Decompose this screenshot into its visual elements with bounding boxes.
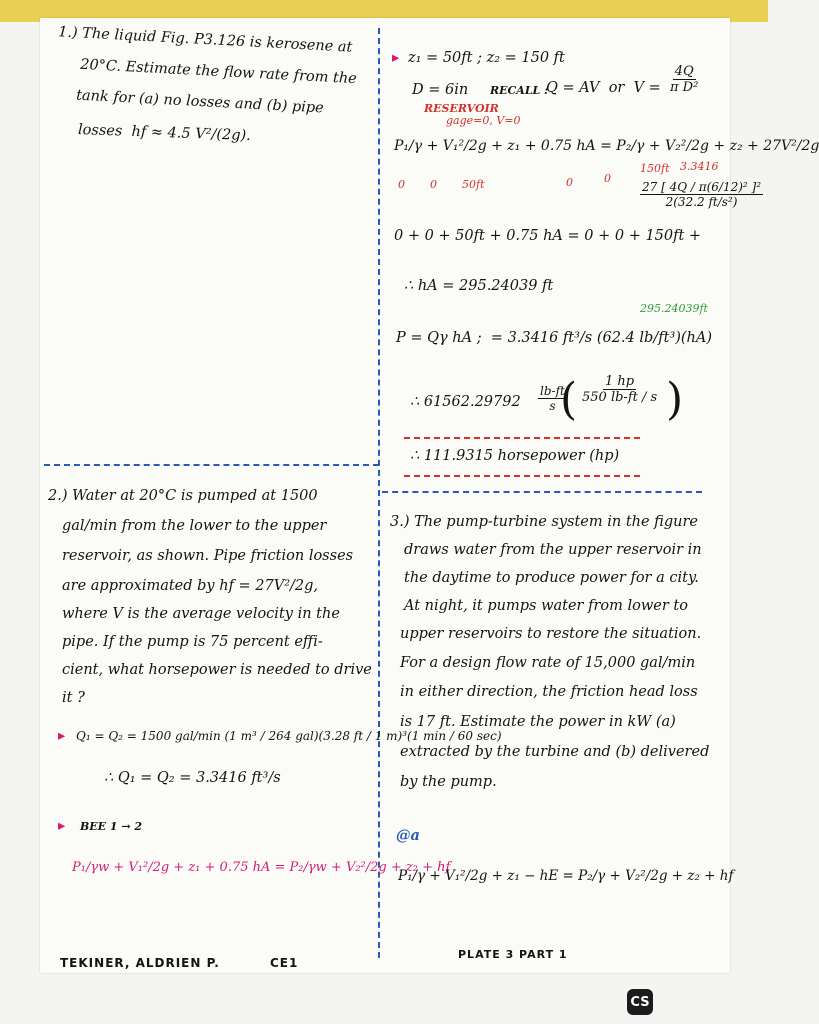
z1-label: 50ft xyxy=(462,178,485,191)
problem2-line: where V is the average velocity in the xyxy=(62,606,340,622)
student-name: TEKINER, ALDRIEN P. xyxy=(60,956,220,970)
recall-equation: Q = AV or V = xyxy=(546,80,661,96)
problem3-line: draws water from the upper reservoir in xyxy=(404,542,702,558)
problem2-bernoulli: P₁/γw + V₁²/2g + z₁ + 0.75 hA = P₂/γw + V₂²/2g + z₂ + hf xyxy=(72,860,451,875)
problem3-line: extracted by the turbine and (b) delivered xyxy=(400,744,710,760)
gage-note: gage=0, V=0 xyxy=(446,114,521,127)
bernoulli-equation: P₁/γ + V₁²/2g + z₁ + 0.75 hA = P₂/γ + V₂²/2g + z₂ + 27V²/2g xyxy=(394,138,819,154)
power-unit-den: s xyxy=(549,399,556,413)
ha-result: ∴ hA = 295.24039 ft xyxy=(404,278,554,294)
bullet-icon: ▸ xyxy=(58,728,66,744)
problem2-line: reservoir, as shown. Pipe friction losses xyxy=(62,548,354,564)
recall-label: RECALL : xyxy=(490,84,549,97)
flow-result: ∴ Q₁ = Q₂ = 3.3416 ft³/s xyxy=(104,770,281,786)
hp-conversion-num: 1 hp xyxy=(605,374,635,389)
given-heights: z₁ = 50ft ; z₂ = 150 ft xyxy=(408,50,565,66)
problem3-line: by the pump. xyxy=(400,774,497,790)
problem3-line: in either direction, the friction head loss xyxy=(400,684,698,700)
horizontal-divider-right xyxy=(382,491,702,493)
loss-fraction-num: 27 [ 4Q / π(6/12)² ]² xyxy=(642,180,762,194)
power-unit-num: lb-ft xyxy=(540,384,565,398)
hp-conversion xyxy=(582,374,657,405)
recall-fraction-num: 4Q xyxy=(674,64,694,79)
loss-fraction-den: 2(32.2 ft/s²) xyxy=(665,195,738,209)
horizontal-divider-left xyxy=(44,464,379,466)
problem3-line: 3.) The pump-turbine system in the figure xyxy=(390,514,698,530)
zero-label: 0 xyxy=(566,176,573,189)
problem3-line: is 17 ft. Estimate the power in kW (a) xyxy=(400,714,676,730)
paren-right: ) xyxy=(666,374,684,425)
substitution-line: 0 + 0 + 50ft + 0.75 hA = 0 + 0 + 150ft + xyxy=(394,228,702,244)
problem3-line: the daytime to produce power for a city. xyxy=(404,570,699,586)
problem1-line: 20°C. Estimate the flow rate from the xyxy=(79,56,358,88)
z2-label: 150ft xyxy=(640,162,670,175)
problem1-answer: ∴ 111.9315 horsepower (hp) xyxy=(410,448,620,464)
zero-label: 0 xyxy=(430,178,437,191)
problem2-line: cient, what horsepower is needed to drive xyxy=(62,662,372,678)
zero-label: 0 xyxy=(604,172,611,185)
recall-fraction-den: π D² xyxy=(670,80,699,95)
problem1-line: 1.) The liquid Fig. P3.126 is kerosene at xyxy=(57,24,353,56)
problem1-line: tank for (a) no losses and (b) pipe xyxy=(75,87,325,117)
bullet-icon: ▸ xyxy=(392,50,400,66)
problem2-line: pipe. If the pump is 75 percent effi- xyxy=(62,634,323,650)
course-code: CE1 xyxy=(270,956,299,970)
power-equation: P = Qγ hA ; = 3.3416 ft³/s (62.4 lb/ft³)(hA) xyxy=(396,330,712,346)
problem3-line: For a design flow rate of 15,000 gal/min xyxy=(400,655,696,671)
paren-left: ( xyxy=(560,374,578,425)
problem2-line: 2.) Water at 20°C is pumped at 1500 xyxy=(48,488,318,504)
problem3-line: At night, it pumps water from lower to xyxy=(404,598,688,614)
problem3-line: upper reservoirs to restore the situation. xyxy=(400,626,702,642)
hp-conversion-den: 550 lb-ft / s xyxy=(582,390,658,405)
power-value: ∴ 61562.29792 xyxy=(410,394,521,410)
problem2-line: it ? xyxy=(62,690,85,706)
recall-fraction xyxy=(670,64,698,95)
bee-label: BEE 1 → 2 xyxy=(80,820,143,833)
problem3-bernoulli: P₁/γ + V₁²/2g + z₁ − hE = P₂/γ + V₂²/2g + z₂ + hf xyxy=(398,868,734,884)
problem2-line: gal/min from the lower to the upper xyxy=(62,518,327,534)
zero-label: 0 xyxy=(398,178,405,191)
vertical-divider xyxy=(378,28,380,958)
flow-rate-note: 3.3416 xyxy=(680,160,719,173)
flow-conversion: Q₁ = Q₂ = 1500 gal/min (1 m³ / 264 gal)(3.28 ft / 1 m)³(1 min / 60 sec) xyxy=(76,729,502,743)
plate-label: PLATE 3 PART 1 xyxy=(458,948,568,961)
camscanner-logo-icon: CS xyxy=(627,989,653,1015)
loss-fraction xyxy=(640,180,763,209)
problem2-line: are approximated by hf = 27V²/2g, xyxy=(62,578,319,594)
reservoir-label: RESERVOIR xyxy=(424,102,499,115)
part-a-label: @a xyxy=(396,827,420,844)
ha-note: 295.24039ft xyxy=(640,302,708,315)
bullet-icon: ▸ xyxy=(58,818,66,834)
given-diameter: D = 6in xyxy=(412,82,469,98)
problem1-line: losses hf ≈ 4.5 V²/(2g). xyxy=(77,121,252,145)
